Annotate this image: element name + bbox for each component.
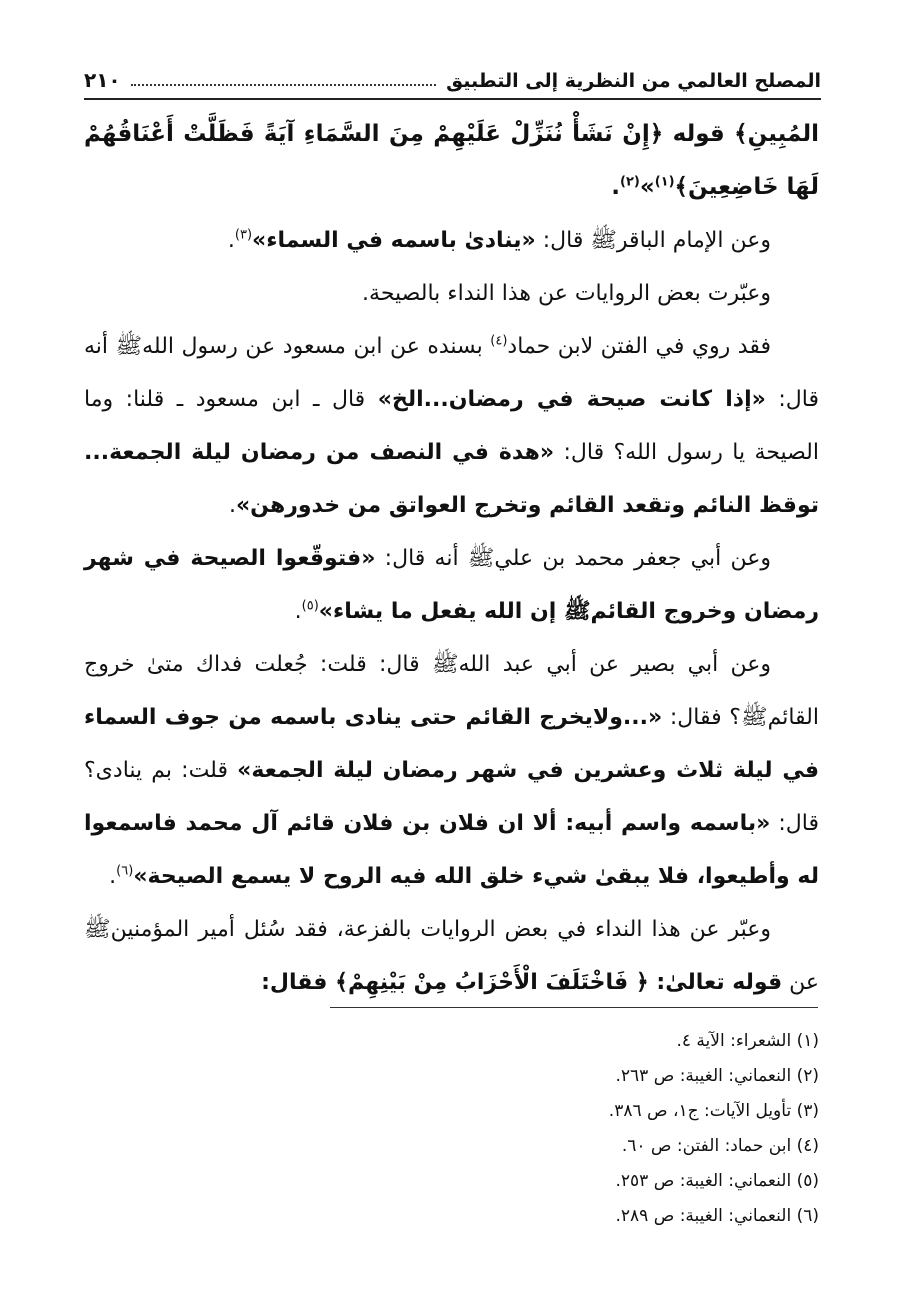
text-run: فقد روي في الفتن لابن حماد [507,334,771,359]
footnote: (٢) النعماني: الغيبة: ص ٢٦٣. [615,1066,819,1086]
hadith-quote: «ينادىٰ باسمه في السماء» [252,228,536,253]
footnote-divider [330,1007,818,1008]
header-dot-leader [131,84,436,86]
footnote: (٣) تأويل الآيات: ج١، ص ٣٨٦. [608,1101,819,1121]
text-run: وعن أبي بصير عن أبي عبد الله [458,652,771,677]
paragraph-3: وعبّرت بعض الروايات عن هذا النداء بالصيحة. [362,281,771,306]
hadith-quote: «باسمه واسم أبيه: ألا ان فلان بن فلان قائم آل محمد فاسمعوا له وأطيعوا، فلا يبقىٰ شيء خلق الله فيه الروح لا يسمع الصيحة» [84,811,819,889]
footnotes [84,1024,819,1234]
honorific-glyph: ﷺ [563,599,591,624]
text-run: قال: قلت: جُعلت فداك متىٰ خروج القائم [84,652,819,730]
page-header [84,52,821,100]
quote-close: » [639,174,655,200]
honorific-glyph: ﷺ [741,705,768,730]
text-run: وعن الإمام الباقر [616,228,771,253]
footnote-ref-4: (٤) [490,333,508,349]
quran-verse: المُبِينِ﴾ قوله ﴿إِنْ نَشَأْ نُنَزِّلْ عَلَيْهِمْ مِنَ السَّمَاءِ آيَةً فَظَلَّتْ أَعْنَاقُهُمْ لَهَا خَاضِعِينَ﴾ [84,121,819,200]
period: . [227,228,235,253]
footnote: (٥) النعماني: الغيبة: ص ٢٥٣. [615,1171,819,1191]
text-run: قلت: بم ينادى؟ قال: [84,758,819,836]
running-title: المصلح العالمي من النظرية إلى التطبيق [446,70,821,92]
hadith-quote: «هدة في النصف من رمضان ليلة الجمعة... توقظ النائم وتقعد القائم وتخرج العواتق من خدورهن» [84,440,819,518]
paragraph-1 [84,108,819,214]
paragraph-4 [84,320,819,532]
paragraph-5 [84,532,819,638]
text-run: قال ـ ابن مسعود ـ قلنا: وما الصيحة يا رسول الله؟ قال: [84,387,819,465]
honorific-glyph: ﷺ [590,228,617,253]
text-run: أنه قال: [375,546,468,571]
footnote-ref-5: (٥) [301,598,319,614]
period: . [611,174,620,200]
body-text [84,108,819,1009]
hadith-quote: «فتوقّعوا الصيحة في شهر رمضان وخروج القائم [84,546,819,624]
text-run: وعبّر عن هذا النداء في بعض الروايات بالفزعة، فقد سُئل أمير المؤمنين [110,917,771,942]
footnote-ref-3: (٣) [234,227,253,243]
honorific-glyph: ﷺ [115,334,143,359]
hadith-quote: «...ولايخرج القائم حتى ينادى باسمه من جوف السماء في ليلة ثلاث وعشرين في شهر رمضان ليلة الجمعة» [84,705,819,783]
text-run: عن [782,970,819,995]
paragraph-2 [84,214,819,267]
page-number: ٢١٠ [84,68,121,92]
text-run: قال: [535,228,591,253]
period: . [228,493,236,518]
paragraph-6 [84,638,819,903]
period: . [294,599,302,624]
hadith-quote: «إذا كانت صيحة في رمضان...الخ» [377,387,766,412]
footnote: (٤) ابن حماد: الفتن: ص ٦٠. [621,1136,819,1156]
period: . [109,864,117,889]
footnote: (٦) النعماني: الغيبة: ص ٢٨٩. [615,1206,819,1226]
quran-verse: قوله تعالىٰ: ﴿ فَاخْتَلَفَ الْأَحْزَابُ مِنْ بَيْنِهِمْ﴾ فقال: [261,970,783,995]
text-run: ؟ فقال: [662,705,741,730]
paragraph-7 [84,903,819,1009]
footnote-ref-1: (١) [654,174,675,190]
honorific-glyph: ﷺ [431,652,459,677]
footnote: (١) الشعراء: الآية ٤. [676,1031,819,1051]
text-run: أنه قال: [84,334,819,412]
footnote-ref-2: (٢) [620,174,640,190]
hadith-quote: إن الله يفعل ما يشاء» [318,599,564,624]
honorific-glyph: ﷺ [467,546,495,571]
text-run: بسنده عن ابن مسعود عن رسول الله [142,334,491,359]
text-run: وعن أبي جعفر محمد بن علي [494,546,771,571]
footnote-ref-6: (٦) [116,863,134,879]
honorific-glyph: ﷺ [84,917,111,942]
